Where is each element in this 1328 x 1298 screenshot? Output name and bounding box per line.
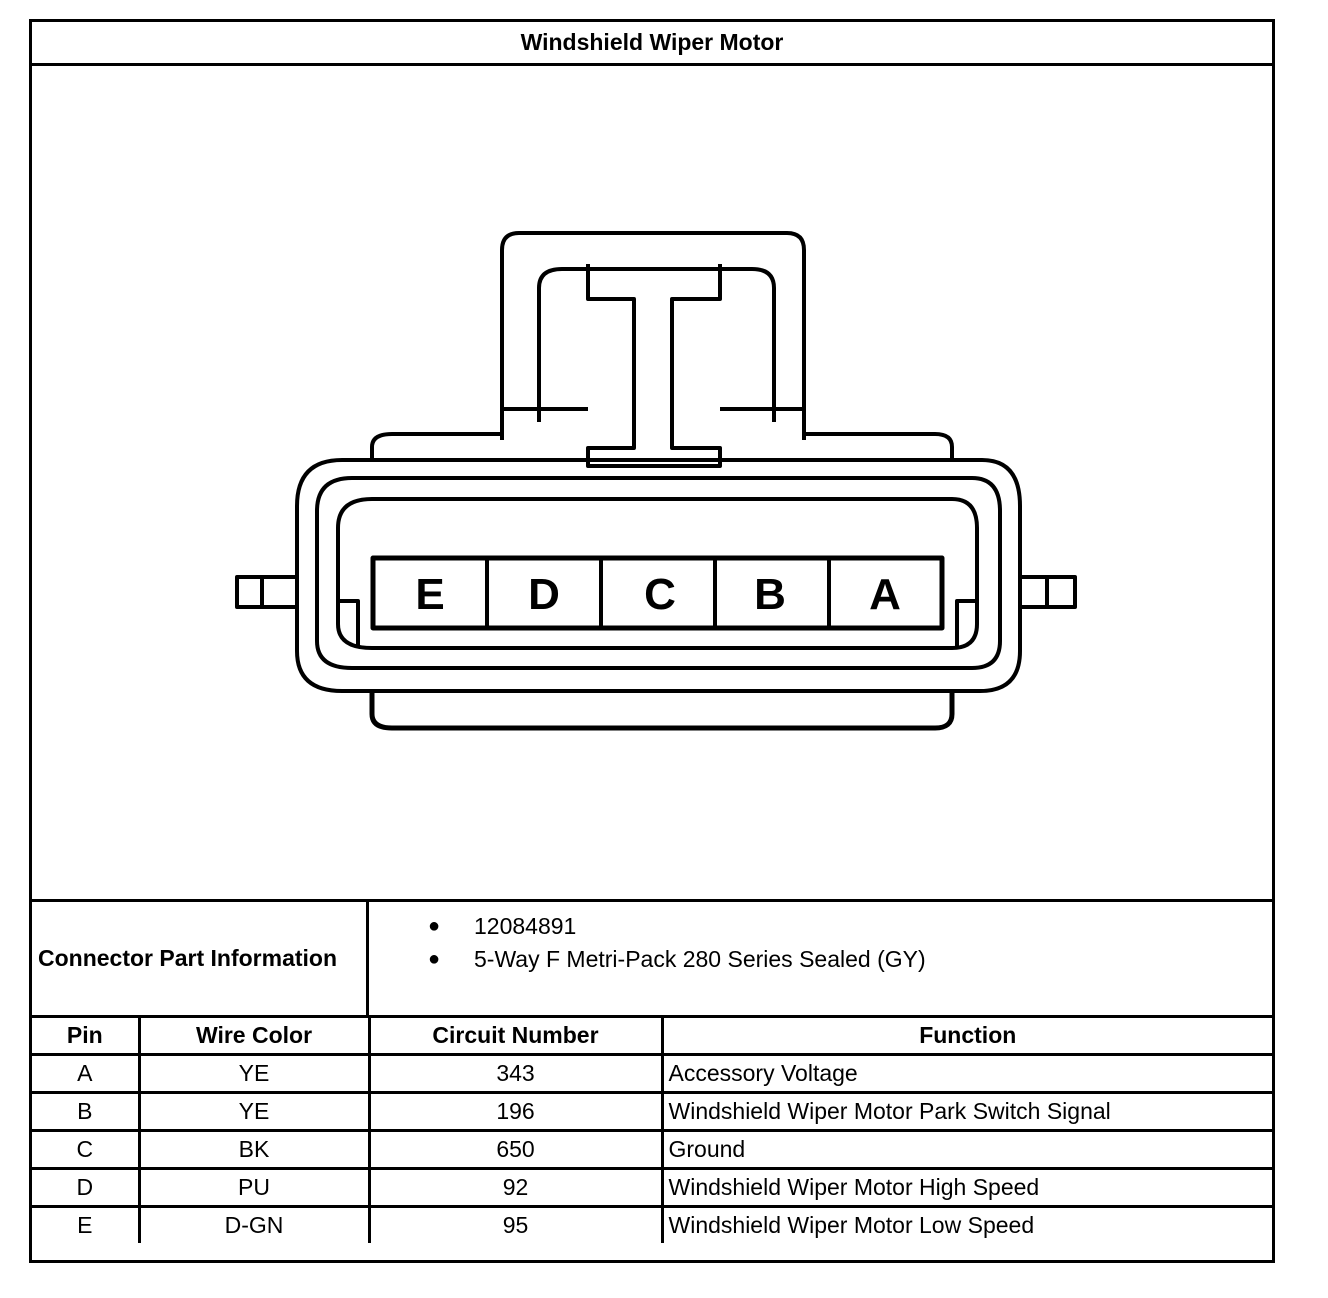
table-row <box>32 1207 1272 1244</box>
wire-color-cell: YE <box>139 1093 369 1131</box>
bullet-icon: ● <box>428 948 441 970</box>
function-cell: Ground <box>662 1131 1272 1169</box>
connector-description: 5-Way F Metri-Pack 280 Series Sealed (GY) <box>474 946 926 972</box>
wire-color-cell: D-GN <box>139 1207 369 1244</box>
function-cell: Windshield Wiper Motor High Speed <box>662 1169 1272 1207</box>
connector-sheet <box>29 19 1275 1263</box>
pinout-table <box>32 1018 1272 1243</box>
circuit-cell: 343 <box>369 1055 662 1093</box>
pin-cell: A <box>32 1055 139 1093</box>
cavity-label-d: D <box>528 570 560 619</box>
cavity-label-b: B <box>754 570 786 619</box>
cavity-label-a: A <box>869 570 901 619</box>
cavity-label-c: C <box>644 570 676 619</box>
housing-shoulder-top <box>372 434 502 460</box>
header-circuit-number: Circuit Number <box>369 1018 662 1055</box>
circuit-cell: 196 <box>369 1093 662 1131</box>
part-info-item <box>369 943 926 976</box>
function-cell: Windshield Wiper Motor Low Speed <box>662 1207 1272 1244</box>
table-row <box>32 1169 1272 1207</box>
table-row <box>32 1055 1272 1093</box>
table-header-row <box>32 1018 1272 1055</box>
part-number: 12084891 <box>474 913 577 939</box>
wire-color-cell: BK <box>139 1131 369 1169</box>
part-info-list <box>369 910 926 976</box>
table-row <box>32 1131 1272 1169</box>
connector-part-info <box>32 899 1272 1018</box>
circuit-cell: 95 <box>369 1207 662 1244</box>
header-pin: Pin <box>32 1018 139 1055</box>
header-wire-color: Wire Color <box>139 1018 369 1055</box>
circuit-cell: 92 <box>369 1169 662 1207</box>
pin-cell: D <box>32 1169 139 1207</box>
header-function: Function <box>662 1018 1272 1055</box>
lock-t-shape <box>588 264 720 466</box>
function-cell: Windshield Wiper Motor Park Switch Signal <box>662 1093 1272 1131</box>
wire-color-cell: YE <box>139 1055 369 1093</box>
pin-cell: C <box>32 1131 139 1169</box>
wire-color-cell: PU <box>139 1169 369 1207</box>
housing-shoulder-bottom <box>372 691 952 728</box>
part-info-label: Connector Part Information <box>32 902 369 1015</box>
part-info-item <box>369 910 926 943</box>
lock-tab-inner <box>539 269 774 422</box>
function-cell: Accessory Voltage <box>662 1055 1272 1093</box>
pin-cell: B <box>32 1093 139 1131</box>
circuit-cell: 650 <box>369 1131 662 1169</box>
connector-face-view <box>32 66 1272 899</box>
table-row <box>32 1093 1272 1131</box>
cavity-label-e: E <box>415 570 445 619</box>
side-latch-left <box>237 577 297 607</box>
bullet-icon: ● <box>428 915 441 937</box>
connector-drawing <box>32 66 1272 899</box>
sheet-title: Windshield Wiper Motor <box>32 22 1272 66</box>
pin-cell: E <box>32 1207 139 1244</box>
